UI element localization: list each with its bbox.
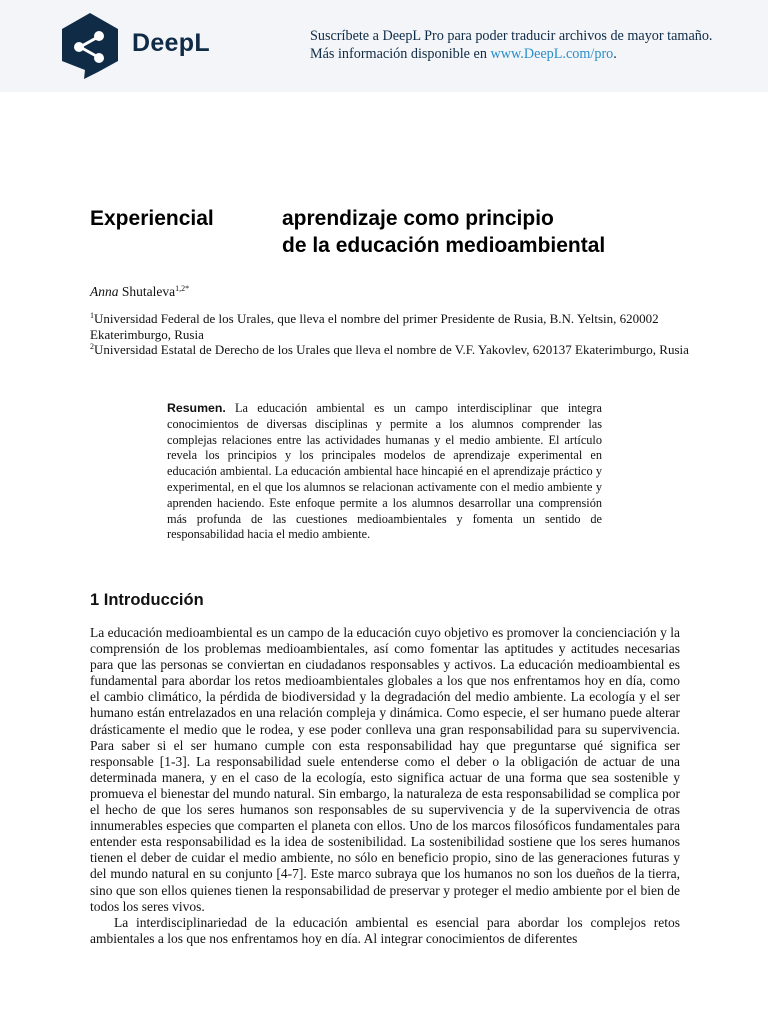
promo-line-2-prefix: Más información disponible en (310, 46, 491, 62)
affiliation-1-number: 1 (90, 311, 94, 320)
body-text (90, 625, 680, 947)
paper-title-line-1: aprendizaje como principio (282, 207, 554, 230)
abstract-text: La educación ambiental es un campo interdisciplinar que integra conocimientos de diversas disciplinas y permite a los alumnos comprender las complejas relaciones entre las actividades humanas y el medio ambiente. El artículo revela los principios y los principales modelos de aprendizaje experimental en educación ambiental. La educación ambiental hace hincapié en el aprendizaje práctico y experimental, en el que los alumnos se relacionan activamente con el medio ambiente y aprenden haciendo. Este enfoque permite a los alumnos desarrollar una comprensión más profunda de las cuestiones medioambientales y fomenta un sentido de responsabilidad hacia el medio ambiente. (167, 401, 603, 542)
author-given-name: Anna (90, 284, 119, 299)
author-line (90, 284, 189, 300)
abstract-label: Resumen. (167, 401, 226, 415)
promo-message (310, 27, 768, 63)
author-family-name: Shutaleva (121, 284, 176, 299)
promo-line-2-suffix: . (613, 46, 617, 62)
affiliation-2 (90, 339, 690, 358)
affiliation-1-text: Universidad Federal de los Urales, que lleva el nombre del primer Presidente de Rusia, B.N. Yeltsin, 620002 Ekaterimburgo, Rusia (90, 311, 659, 342)
promo-line-1: Suscríbete a DeepL Pro para poder traducir archivos de mayor tamaño. (310, 28, 713, 44)
affiliation-2-text: Universidad Estatal de Derecho de los Urales que lleva el nombre de V.F. Yakovlev, 620137 Ekaterimburgo, Rusia (94, 342, 689, 357)
section-heading-introduction: 1 Introducción (90, 591, 204, 609)
paper-title-line-2: de la educación medioambiental (282, 234, 606, 257)
body-paragraph-1: La educación medioambiental es un campo de la educación cuyo objetivo es promover la concienciación y la comprensión de los problemas medioambientales, así como fomentar las aptitudes y actitudes necesarias para que las personas se conviertan en ciudadanos responsables y activos. La educación medioambiental es fundamental para abordar los retos medioambientales globales a los que nos enfrentamos hoy en día, como el cambio climático, la pérdida de biodiversidad y la degradación del medio ambiente. La ecología y el ser humano están entrelazados en una relación compleja y dinámica. Como especie, el ser humano puede alterar drásticamente el medio que le rodea, y ese poder conlleva una gran responsabilidad para su supervivencia. Para saber si el ser humano cumple con esta responsabilidad hay que preguntarse qué significa ser responsable [1-3]. La responsabilidad suele entenderse como el deber o la obligación de actuar de una determinada manera, y en el caso de la ecología, esto significa actuar de una forma que sea sostenible y promueva el bienestar del mundo natural. Sin embargo, la naturaleza de esta responsabilidad se complica por el hecho de que los seres humanos son responsables de su supervivencia y de la supervivencia de otras innumerables especies que comparten el planeta con ellos. Uno de los marcos filosóficos fundamentales para entender esta responsabilidad es la idea de sostenibilidad. La sostenibilidad sostiene que los seres humanos tienen el deber de cuidar el medio ambiente, no sólo en beneficio propio, sino de las generaciones futuras y del mundo natural en su conjunto [4-7]. Este marco subraya que los humanos no son los dueños de la tierra, sino que son ellos quienes tienen la responsabilidad de preservar y proteger el medio ambiente por el bien de todos los seres vivos. (90, 625, 680, 914)
paper-title-word-1: Experiencial (90, 207, 214, 230)
promo-line-2 (310, 45, 768, 63)
affiliation-2-number: 2 (90, 342, 94, 351)
body-paragraph-2: La interdisciplinariedad de la educación ambiental es esencial para abordar los complejos retos ambientales a los que nos enfrentamos hoy en día. Al integrar conocimientos de diferentes (90, 914, 680, 946)
affiliation-1 (90, 308, 690, 343)
abstract (167, 401, 602, 543)
deepl-logo-icon[interactable] (58, 11, 122, 81)
deepl-banner (0, 0, 768, 92)
deepl-wordmark[interactable]: DeepL (132, 29, 210, 57)
promo-link[interactable]: www.DeepL.com/pro (490, 46, 614, 62)
author-affiliation-marks: 1,2* (175, 284, 190, 293)
